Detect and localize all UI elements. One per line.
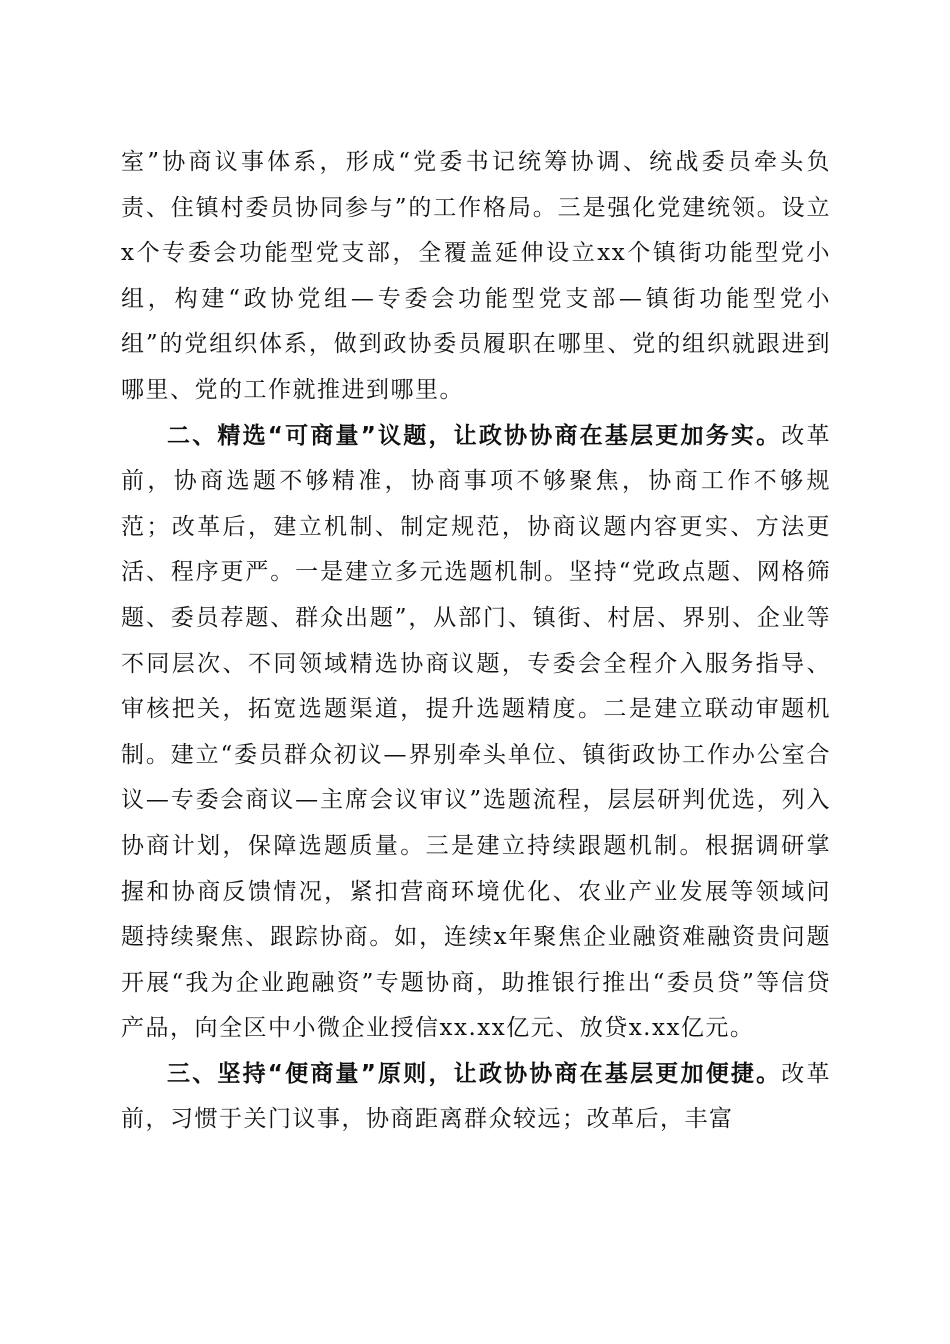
section-three-body: 改革前，习惯于关门议事，协商距离群众较远；改革后，丰富 (121, 1060, 831, 1133)
section-three-paragraph (121, 1052, 831, 1143)
section-two-body: 改革前，协商选题不够精准，协商事项不够聚焦，协商工作不够规范；改革后，建立机制、制定规范，协商议题内容更实、方法更活、程序更严。一是建立多元选题机制。坚持“党政点题、网格筛题、委员荐题、群众出题”，从部门、镇街、村居、界别、企业等不同层次、不同领域精选协商议题，专委会全程介入服务指导、审核把关，拓宽选题渠道，提升选题精度。二是建立联动审题机制。建立“委员群众初议—界别牵头单位、镇街政协工作办公室合议—专委会商议—主席会议审议”选题流程，层层研判优选，列入协商计划，保障选题质量。三是建立持续跟题机制。根据调研掌握和协商反馈情况，紧扣营商环境优化、农业产业发展等领域问题持续聚焦、跟踪协商。如，连续x年聚焦企业融资难融资贵问题开展“我为企业跑融资”专题协商，助推银行推出“委员贷”等信贷产品，向全区中小微企业授信xx.xx亿元、放贷x.xx亿元。 (121, 422, 831, 1042)
section-two-paragraph (121, 414, 831, 1052)
section-three-heading: 三、坚持“便商量”原则，让政协协商在基层更加便捷。 (167, 1060, 782, 1087)
paragraph-body: 室”协商议事体系，形成“党委书记统筹协调、统战委员牵头负责、住镇村委员协同参与”的工作格局。三是强化党建统领。设立x个专委会功能型党支部，全覆盖延伸设立xx个镇街功能型党小组，构建“政协党组—专委会功能型党支部—镇街功能型党小组”的党组织体系，做到政协委员履职在哪里、党的组织就跟进到哪里、党的工作就推进到哪里。 (121, 149, 831, 403)
document-body (121, 140, 831, 1143)
section-two-heading: 二、精选“可商量”议题，让政协协商在基层更加务实。 (167, 422, 782, 449)
paragraph-continuation (121, 140, 831, 414)
